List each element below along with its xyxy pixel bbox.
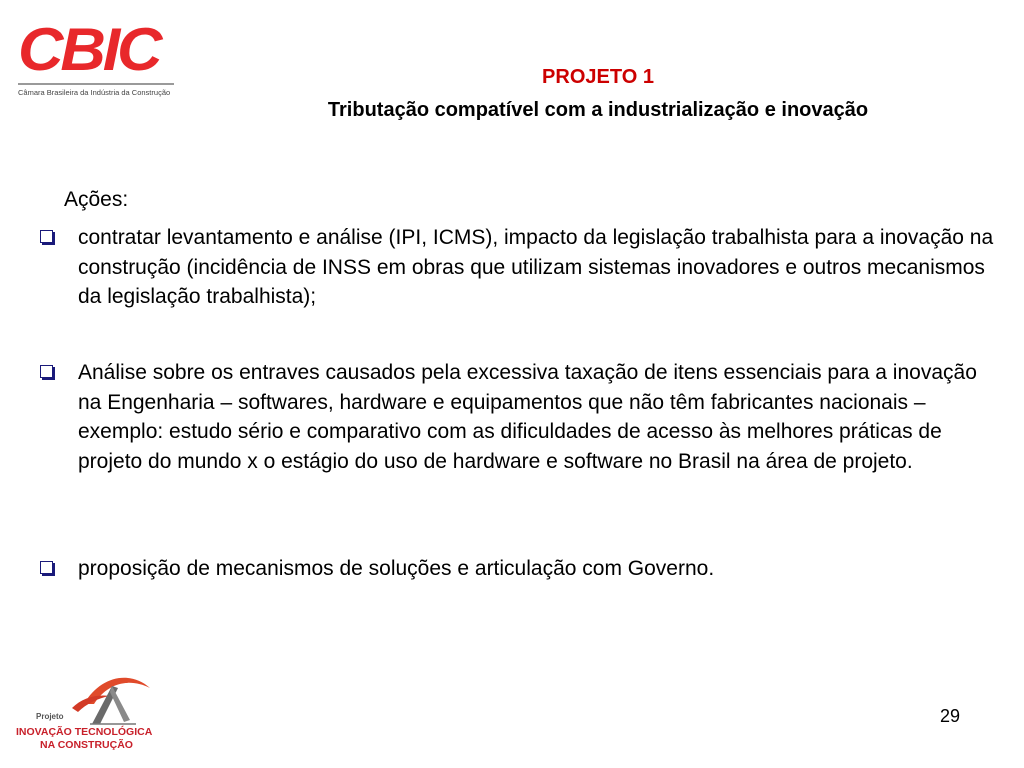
list-item-text: proposição de mecanismos de soluções e articulação com Governo. (78, 557, 715, 580)
checkbox-bullet-icon (40, 561, 53, 574)
page-number: 29 (940, 706, 961, 726)
list-item (40, 223, 1000, 312)
slide-title: PROJETO 1 (542, 66, 654, 88)
cbic-logo-mark: CBIC (18, 16, 160, 83)
list-item (40, 358, 1000, 476)
footer-logo-line2: NA CONSTRUÇÃO (40, 739, 133, 751)
slide-subtitle: Tributação compatível com a industrialização e inovação (327, 99, 869, 121)
footer-logo-line1: INOVAÇÃO TECNOLÓGICA (16, 726, 153, 738)
actions-label: Ações: (64, 188, 129, 211)
list-item (40, 554, 1000, 584)
checkbox-bullet-icon (40, 365, 53, 378)
footer-logo-small-text: Projeto (36, 712, 64, 721)
list-item-text: Análise sobre os entraves causados pela excessiva taxação de itens essenciais para a inovação na Engenharia – softwares, hardware e equipamentos que não têm fabricantes nacionais – exemplo: estudo sério e comparativo com as dificuldades de acesso às melhores práticas de projeto do mundo x o estágio do uso de hardware e software no Brasil na área de projeto. (78, 361, 977, 473)
list-item-text: contratar levantamento e análise (IPI, ICMS), impacto da legislação trabalhista para a inovação na construção (incidência de INSS em obras que utilizam sistemas inovadores e outros mecanismos da legislação trabalhista); (78, 226, 994, 308)
footer-logo (12, 668, 162, 758)
construction-swoosh-icon (12, 668, 162, 728)
logo-caption: Câmara Brasileira da Indústria da Construção (18, 88, 171, 97)
checkbox-bullet-icon (40, 230, 53, 243)
